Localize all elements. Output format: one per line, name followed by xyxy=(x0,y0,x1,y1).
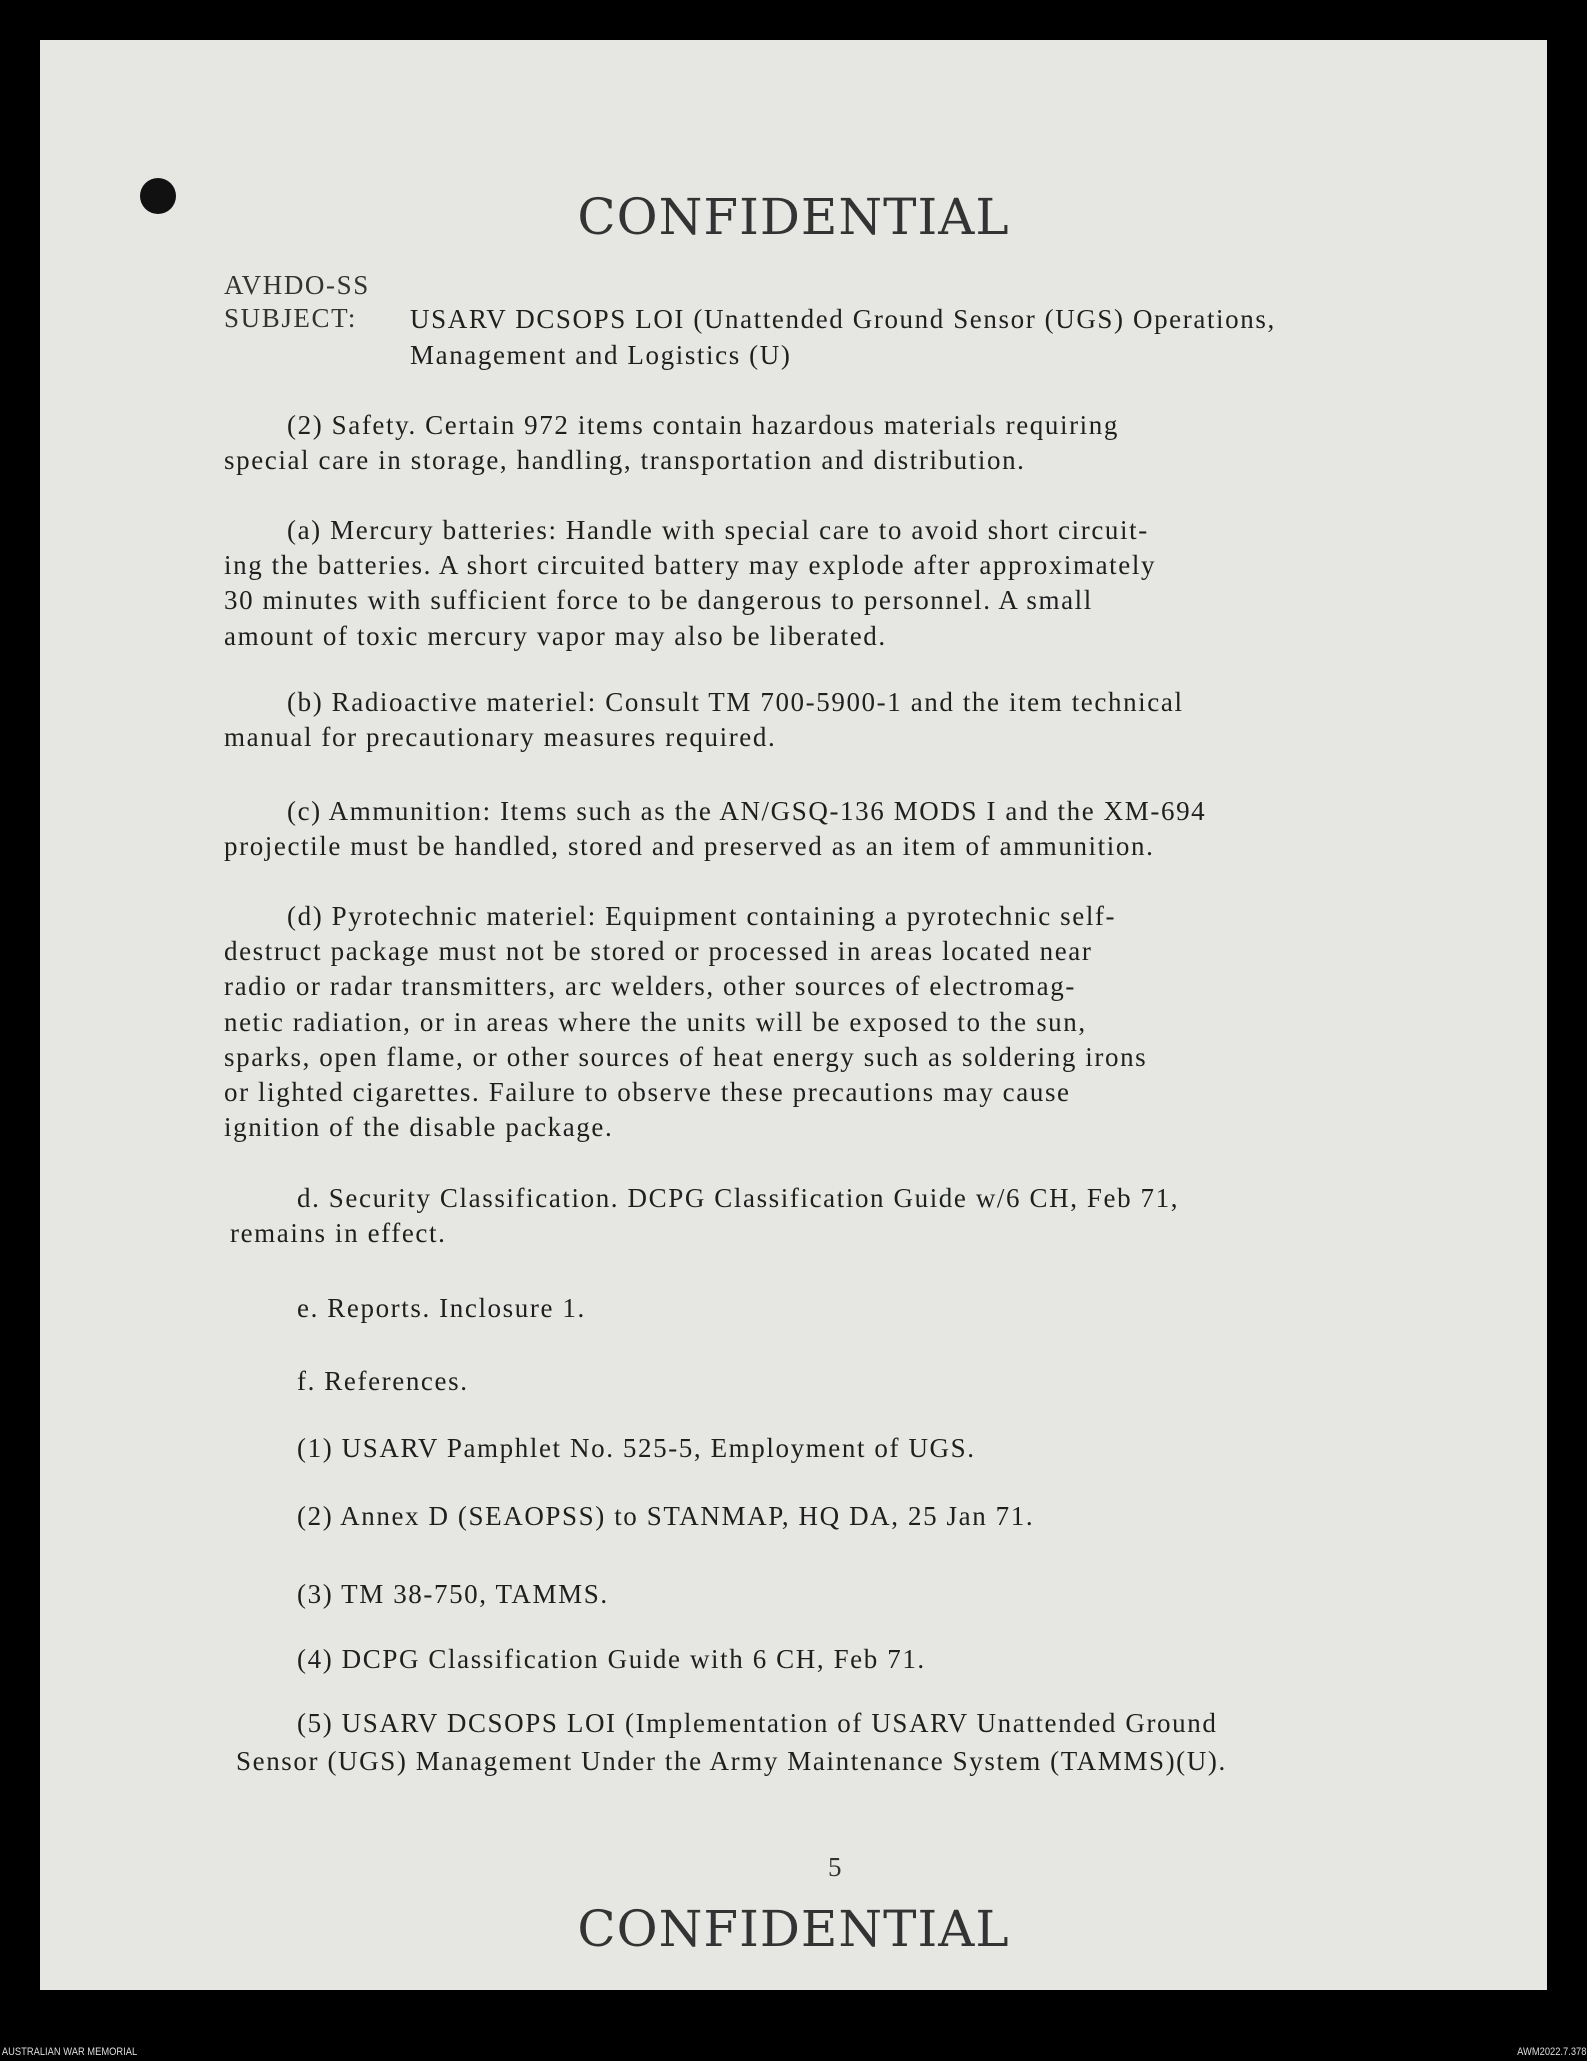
paragraph-line: or lighted cigarettes. Failure to observe these precautions may cause xyxy=(224,1077,1071,1107)
paragraph-line: ignition of the disable package. xyxy=(224,1112,614,1143)
paragraph-line: 30 minutes with sufficient force to be dangerous to personnel. A small xyxy=(224,585,1093,616)
paragraph-line: (c) Ammunition: Items such as the AN/GSQ-136 MODS I and the XM-694 xyxy=(287,796,1207,826)
paragraph-line: d. Security Classification. DCPG Classification Guide w/6 CH, Feb 71, xyxy=(297,1183,1180,1213)
paragraph-line: (1) USARV Pamphlet No. 525-5, Employment of UGS. xyxy=(297,1433,976,1463)
paragraph-line: (2) Safety. Certain 972 items contain hazardous materials requiring xyxy=(287,410,1119,440)
paragraph-line: e. Reports. Inclosure 1. xyxy=(297,1293,586,1323)
page-number: 5 xyxy=(828,1852,844,1882)
paragraph-line: f. References. xyxy=(297,1366,469,1396)
subject-text xyxy=(410,301,1276,373)
paragraph-line: Sensor (UGS) Management Under the Army Maintenance System (TAMMS)(U). xyxy=(236,1746,1227,1776)
paragraph-line: ing the batteries. A short circuited battery may explode after approximately xyxy=(224,550,1157,581)
paragraph-line: destruct package must not be stored or processed in areas located near xyxy=(224,936,1093,967)
paragraph-line: (a) Mercury batteries: Handle with special care to avoid short circuit- xyxy=(287,515,1149,545)
subject-line: USARV DCSOPS LOI (Unattended Ground Sensor (UGS) Operations, xyxy=(410,304,1276,334)
footer-archive-name: AUSTRALIAN WAR MEMORIAL xyxy=(1,2046,138,2058)
paragraph-line: manual for precautionary measures required. xyxy=(224,722,777,753)
footer-accession-number: AWM2022.7.378 xyxy=(1517,2046,1587,2058)
classification-stamp-top: CONFIDENTIAL xyxy=(577,188,1010,246)
paragraph-line: (b) Radioactive materiel: Consult TM 700-5900-1 and the item technical xyxy=(287,687,1184,717)
subject-line: Management and Logistics (U) xyxy=(410,340,792,370)
office-symbol: AVHDO-SS xyxy=(224,270,370,300)
paragraph-line: netic radiation, or in areas where the units will be exposed to the sun, xyxy=(224,1006,1087,1037)
paragraph-line: projectile must be handled, stored and preserved as an item of ammunition. xyxy=(224,831,1155,862)
paragraph-line: sparks, open flame, or other sources of heat energy such as soldering irons xyxy=(224,1041,1148,1072)
paragraph-line: remains in effect. xyxy=(230,1218,447,1249)
classification-stamp-bottom: CONFIDENTIAL xyxy=(577,1900,1010,1958)
paragraph-line: radio or radar transmitters, arc welders, other sources of electromag- xyxy=(224,971,1076,1002)
paragraph-line: (4) DCPG Classification Guide with 6 CH, Feb 71. xyxy=(297,1644,926,1674)
paragraph-line: special care in storage, handling, transportation and distribution. xyxy=(224,445,1026,476)
paragraph-line: (5) USARV DCSOPS LOI (Implementation of USARV Unattended Ground xyxy=(297,1708,1218,1738)
subject-label: SUBJECT: xyxy=(224,303,357,333)
paragraph-line: (d) Pyrotechnic materiel: Equipment containing a pyrotechnic self- xyxy=(287,901,1117,931)
paragraph-line: (2) Annex D (SEAOPSS) to STANMAP, HQ DA, 25 Jan 71. xyxy=(297,1501,1035,1531)
paragraph-line: amount of toxic mercury vapor may also be liberated. xyxy=(224,620,887,651)
paragraph-line: (3) TM 38-750, TAMMS. xyxy=(297,1579,609,1609)
